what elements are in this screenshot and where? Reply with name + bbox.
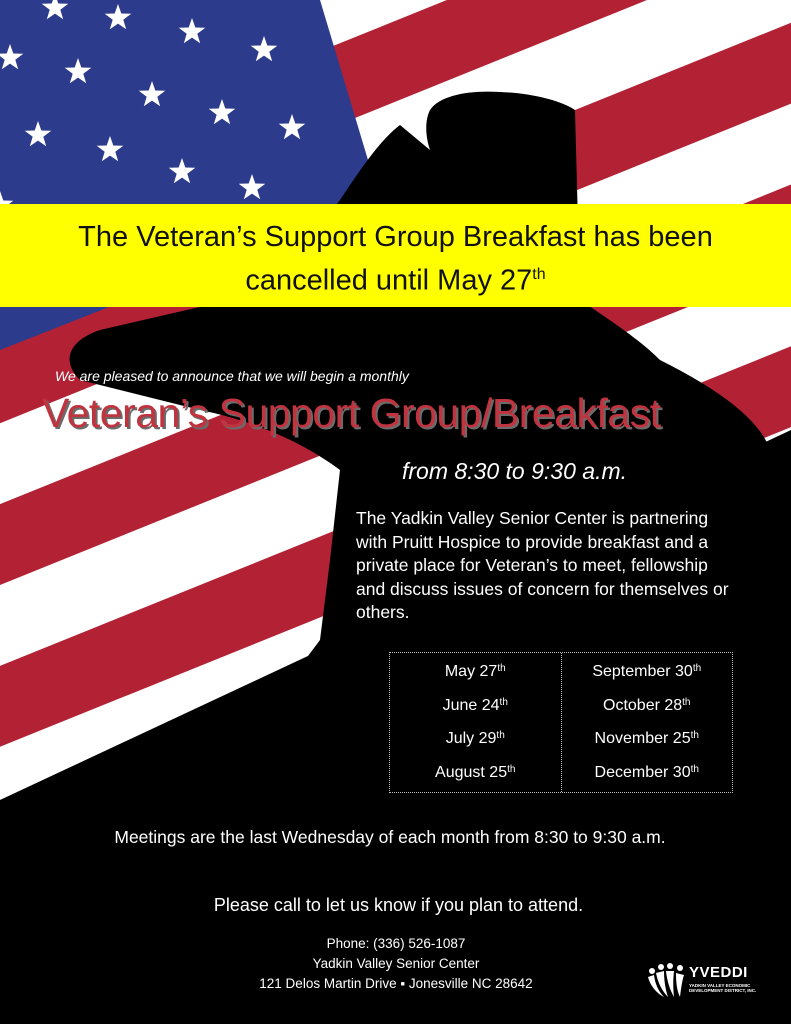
meeting-date: [592, 663, 701, 681]
logo-subtitle: YADKIN VALLEY ECONOMIC DEVELOPMENT DISTRICT, INC.: [689, 983, 757, 993]
date-suffix: th: [499, 696, 508, 708]
date-suffix: th: [507, 764, 516, 776]
contact-address: 121 Delos Martin Drive ▪ Jonesville NC 28642: [259, 976, 533, 991]
date-text: December 30: [594, 764, 691, 782]
description-line: private place for Veteran’s to meet, fellowship: [356, 555, 708, 575]
date-suffix: th: [690, 730, 699, 742]
date-text: July 29: [445, 730, 497, 748]
cancellation-line-1: The Veteran’s Support Group Breakfast has been: [78, 221, 713, 253]
description-line: others.: [356, 602, 410, 622]
date-suffix: th: [496, 730, 505, 742]
meeting-date: [445, 663, 506, 681]
date-suffix: th: [690, 764, 699, 776]
cancellation-line-2: [0, 256, 791, 300]
contact-info: [246, 934, 546, 994]
description-line: with Pruitt Hospice to provide breakfast and a: [356, 531, 709, 552]
rsvp-note: Please call to let us know if you plan to attend.: [213, 895, 584, 915]
cancellation-line-2-sup: th: [532, 266, 546, 283]
event-title: Veteran’s Support Group/Breakfast: [42, 390, 661, 436]
logo-name: YVEDDI: [689, 964, 748, 981]
date-text: October 28: [603, 696, 683, 714]
contact-phone: Phone: (336) 526-1087: [326, 936, 466, 951]
meeting-date: [435, 764, 515, 782]
dates-column-left: [390, 653, 561, 792]
contact-center-name: Yadkin Valley Senior Center: [312, 956, 480, 971]
event-description: [356, 507, 776, 625]
event-time: from 8:30 to 9:30 a.m.: [402, 458, 628, 484]
dates-column-right: [561, 653, 733, 792]
meeting-schedule-note: Meetings are the last Wednesday of each month from 8:30 to 9:30 a.m.: [114, 827, 666, 847]
meeting-date: [595, 730, 699, 748]
date-suffix: th: [682, 696, 691, 708]
date-text: September 30: [592, 662, 693, 680]
meeting-date: [443, 697, 508, 715]
meeting-date: [603, 697, 691, 715]
cancellation-line-2-text: cancelled until May 27: [245, 264, 533, 297]
date-text: May 27: [444, 662, 498, 680]
description-line: The Yadkin Valley Senior Center is partnering: [356, 508, 709, 528]
date-suffix: th: [497, 662, 506, 674]
announcement-intro: We are pleased to announce that we will begin a monthly: [55, 368, 409, 384]
meeting-date: [446, 730, 505, 748]
date-text: August 25: [435, 764, 508, 782]
date-text: November 25: [594, 730, 691, 748]
cancellation-notice: [0, 218, 791, 300]
meeting-date: [595, 764, 699, 782]
description-line: and discuss issues of concern for themselves or: [356, 578, 729, 599]
meeting-dates-table: [389, 652, 733, 793]
date-text: June 24: [442, 696, 500, 714]
date-suffix: th: [692, 662, 702, 674]
